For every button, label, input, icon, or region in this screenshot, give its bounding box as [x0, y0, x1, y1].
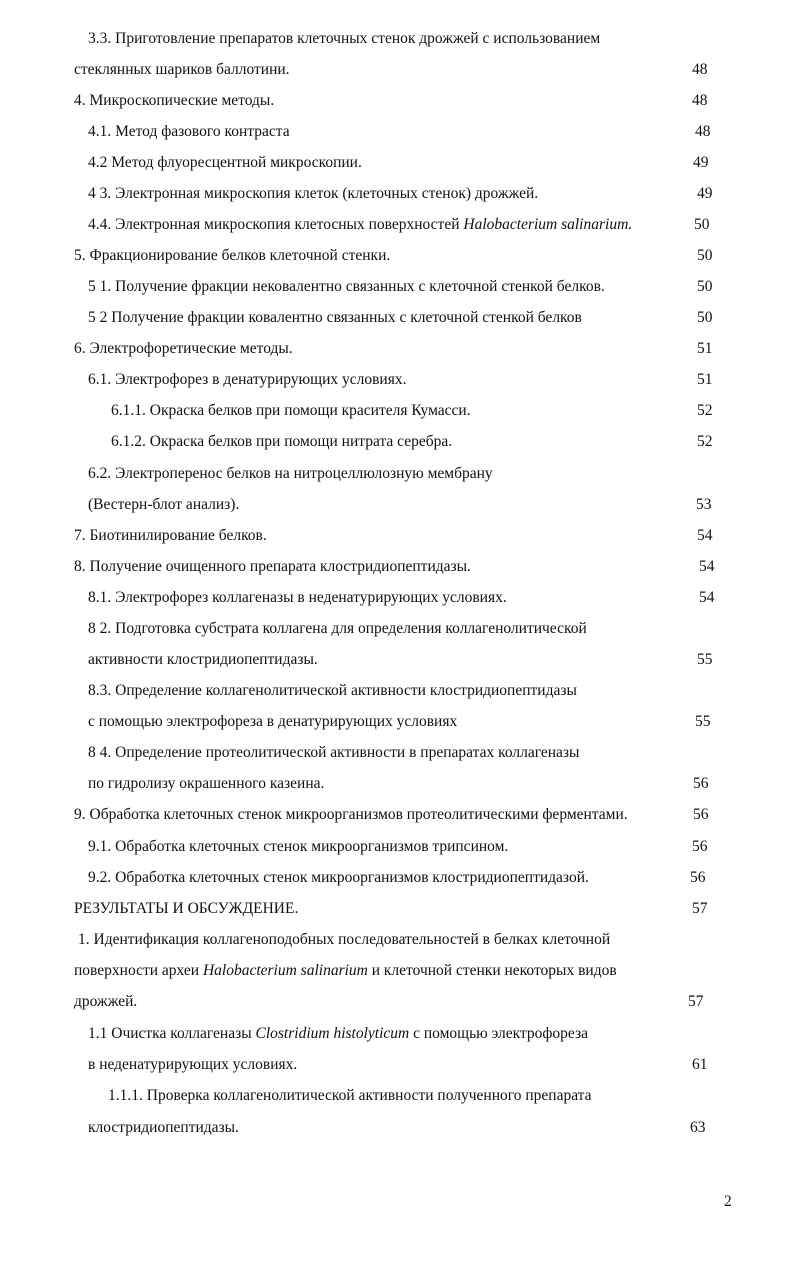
toc-page-number: 63	[690, 1119, 706, 1136]
toc-page-number: 56	[693, 806, 709, 823]
toc-page-number: 54	[697, 527, 713, 544]
toc-entry-r1-cont: поверхности археи Halobacterium salinarium и клеточной стенки некоторых видов	[74, 962, 617, 979]
toc-page-number: 49	[693, 154, 709, 171]
toc-entry-6-1-1: 6.1.1. Окраска белков при помощи красителя Кумасси.	[111, 402, 471, 419]
toc-page-number: 51	[697, 340, 713, 357]
toc-entry-8-4-cont: по гидролизу окрашенного казеина.	[88, 775, 325, 792]
toc-page-number: 48	[692, 92, 708, 109]
toc-entry-6-2-cont: (Вестерн-блот анализ).	[88, 496, 240, 513]
toc-entry-4-3: 4 3. Электронная микроскопия клеток (клеточных стенок) дрожжей.	[88, 185, 539, 202]
toc-entry-8-2: 8 2. Подготовка субстрата коллагена для определения коллагенолитической	[88, 620, 587, 637]
toc-page-number: 52	[697, 433, 713, 450]
toc-page-number: 50	[697, 247, 713, 264]
toc-entry-r1-1: 1.1 Очистка коллагеназы Clostridium histolyticum с помощью электрофореза	[88, 1025, 589, 1042]
toc-page-number: 50	[697, 278, 713, 295]
toc-entry-6-2: 6.2. Электроперенос белков на нитроцеллюлозную мембрану	[88, 465, 493, 482]
toc-page-number: 55	[697, 651, 713, 668]
toc-entry-8-3-cont: с помощью электрофореза в денатурирующих условиях	[88, 713, 458, 730]
toc-page-number: 56	[690, 869, 706, 886]
toc-entry-9-1: 9.1. Обработка клеточных стенок микроорганизмов трипсином.	[88, 838, 509, 855]
toc-entry-4-1: 4.1. Метод фазового контраста	[88, 123, 290, 140]
toc-page-number: 55	[695, 713, 711, 730]
toc-entry-9-2: 9.2. Обработка клеточных стенок микроорганизмов клостридиопептидазой.	[88, 869, 589, 886]
toc-entry-8-2-cont: активности клостридиопептидазы.	[88, 651, 318, 668]
species-name: Clostridium histolyticum	[255, 1025, 410, 1042]
toc-entry-5-1: 5 1. Получение фракции нековалентно связанных с клеточной стенкой белков.	[88, 278, 605, 295]
toc-entry-4-2: 4.2 Метод флуоресцентной микроскопии.	[88, 154, 362, 171]
toc-page-number: 54	[699, 558, 715, 575]
toc-entry-3-3-cont: стеклянных шариков баллотини.	[74, 61, 290, 78]
toc-page-number: 48	[695, 123, 711, 140]
toc-entry-6: 6. Электрофоретические методы.	[74, 340, 293, 357]
toc-entry-3-3: 3.3. Приготовление препаратов клеточных стенок дрожжей с использованием	[88, 30, 601, 47]
toc-entry-r1-1-1-cont: клостридиопептидазы.	[88, 1119, 239, 1136]
toc-page-number: 48	[692, 61, 708, 78]
toc-page-number: 49	[697, 185, 713, 202]
toc-page-number: 57	[692, 900, 708, 917]
toc-entry-r1-cont2: дрожжей.	[74, 993, 138, 1010]
toc-entry-5: 5. Фракционирование белков клеточной стенки.	[74, 247, 391, 264]
toc-entry-6-1-2: 6.1.2. Окраска белков при помощи нитрата серебра.	[111, 433, 453, 450]
toc-page-number: 54	[699, 589, 715, 606]
toc-entry-6-1: 6.1. Электрофорез в денатурирующих условиях.	[88, 371, 407, 388]
toc-entry-r1: 1. Идентификация коллагеноподобных последовательностей в белках клеточной	[78, 931, 611, 948]
toc-entry-8: 8. Получение очищенного препарата клостридиопептидазы.	[74, 558, 471, 575]
toc-page-number: 53	[696, 496, 712, 513]
toc-entry-9: 9. Обработка клеточных стенок микроорганизмов протеолитическими ферментами.	[74, 806, 628, 823]
toc-entry-8-3: 8.3. Определение коллагенолитической активности клостридиопептидазы	[88, 682, 577, 699]
toc-entry-7: 7. Биотинилирование белков.	[74, 527, 267, 544]
toc-entry-4: 4. Микроскопические методы.	[74, 92, 275, 109]
toc-entry-4-4: 4.4. Электронная микроскопия клетосных поверхностей Halobacterium salinarium.	[88, 216, 633, 233]
toc-page-number: 50	[694, 216, 710, 233]
toc-entry-r1-1-cont: в неденатурирующих условиях.	[88, 1056, 298, 1073]
toc-page-number: 61	[692, 1056, 708, 1073]
toc-page-number: 51	[697, 371, 713, 388]
toc-entry-8-4: 8 4. Определение протеолитической активности в препаратах коллагеназы	[88, 744, 580, 761]
toc-entry-5-2: 5 2 Получение фракции ковалентно связанных с клеточной стенкой белков	[88, 309, 582, 326]
toc-page-number: 52	[697, 402, 713, 419]
species-name: Halobacterium salinarium	[202, 962, 368, 979]
toc-entry-r1-1-1: 1.1.1. Проверка коллагенолитической активности полученного препарата	[108, 1087, 592, 1104]
toc-entry-results: РЕЗУЛЬТАТЫ И ОБСУЖДЕНИЕ.	[74, 900, 299, 917]
page-number: 2	[724, 1193, 732, 1210]
toc-entry-8-1: 8.1. Электрофорез коллагеназы в неденатурирующих условиях.	[88, 589, 507, 606]
toc-page-number: 57	[688, 993, 704, 1010]
species-name: Halobacterium salinarium.	[463, 216, 633, 233]
toc-page-number: 50	[697, 309, 713, 326]
toc-page-number: 56	[692, 838, 708, 855]
toc-page-number: 56	[693, 775, 709, 792]
